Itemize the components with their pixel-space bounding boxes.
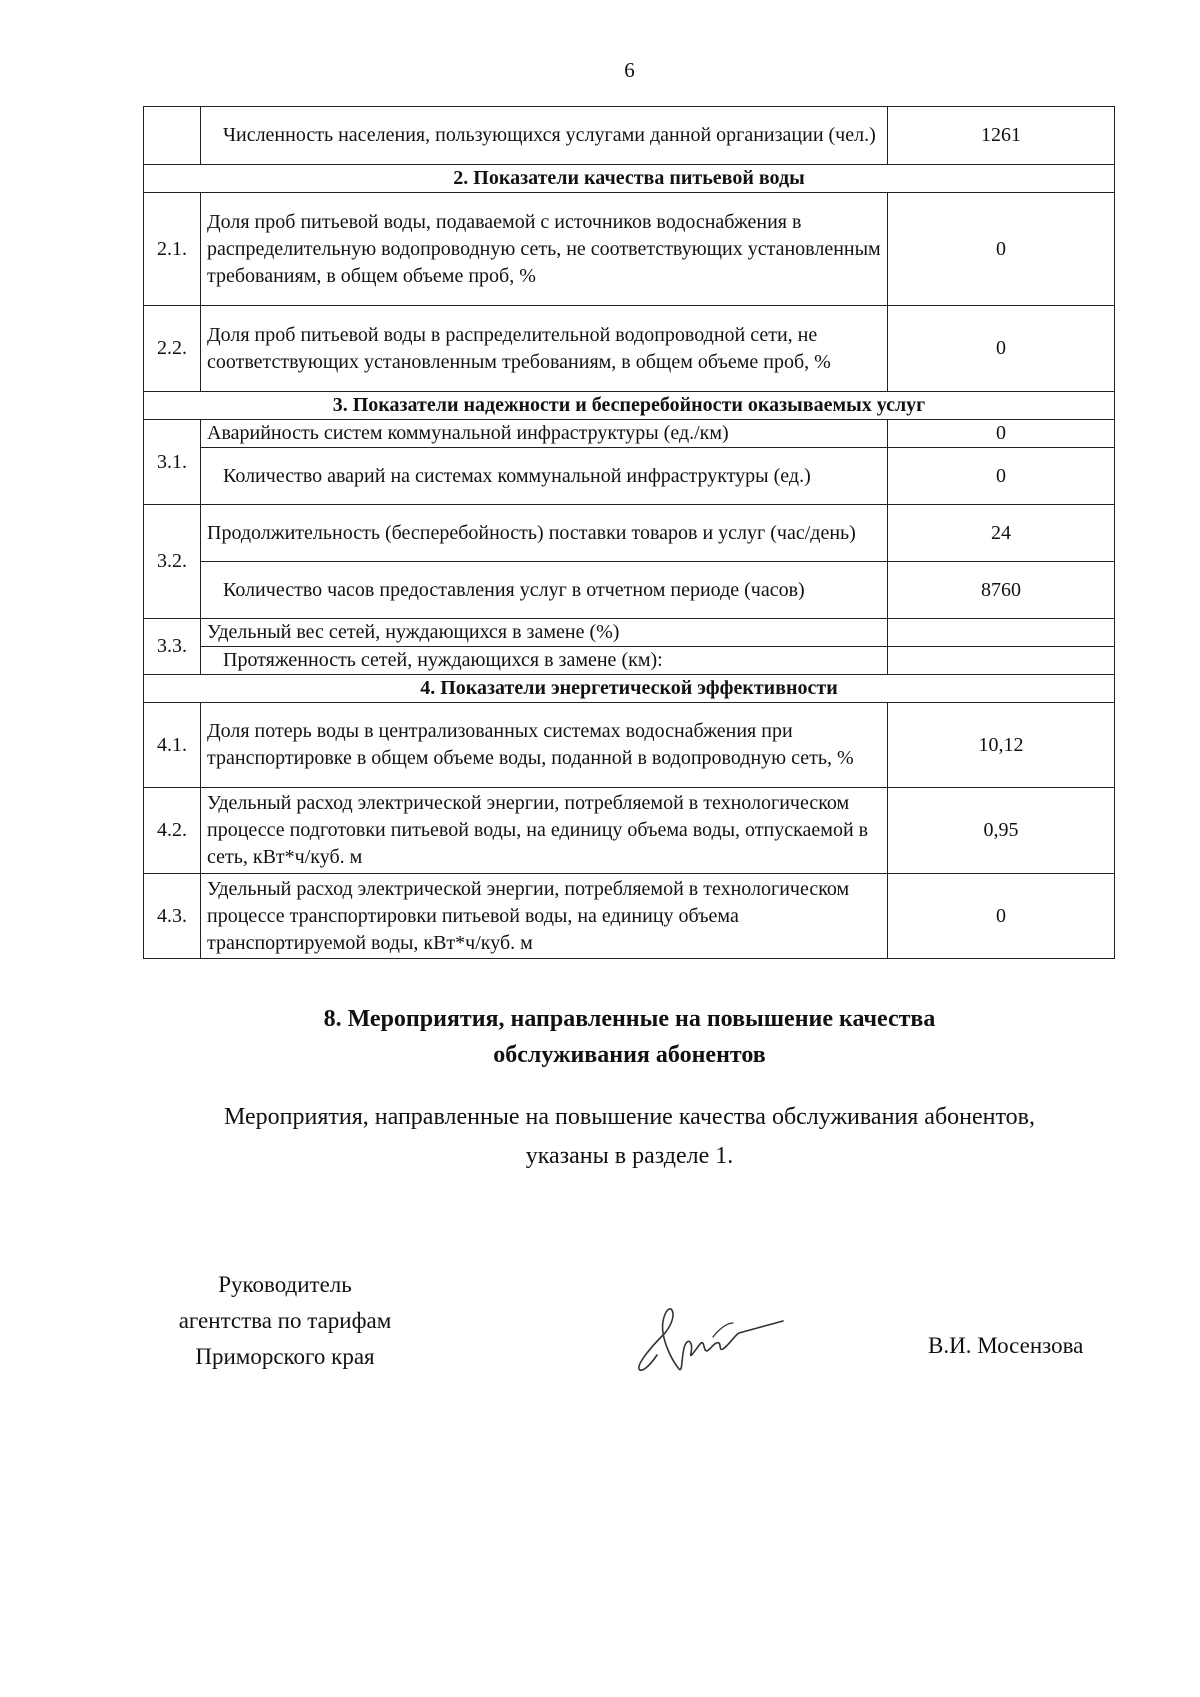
indicator-value: 8760 xyxy=(888,562,1115,619)
page-number: 6 xyxy=(624,58,635,82)
indicator-description: Удельный расход электрической энергии, потребляемой в технологическом процессе транспортировки питьевой воды, на единицу объема транспортируемой воды, кВт*ч/куб. м xyxy=(201,874,888,959)
indicators-table xyxy=(143,106,1115,959)
section-header-row xyxy=(144,675,1115,703)
table-row xyxy=(144,874,1115,959)
row-number: 3.1. xyxy=(144,420,201,505)
section-header: 4. Показатели энергетической эффективности xyxy=(144,675,1115,703)
table-row xyxy=(144,448,1115,505)
indicator-description: Удельный расход электрической энергии, потребляемой в технологическом процессе подготовки питьевой воды, на единицу объема воды, отпускаемой в сеть, кВт*ч/куб. м xyxy=(201,788,888,874)
row-number: 2.1. xyxy=(144,193,201,306)
indicator-value: 1261 xyxy=(888,107,1115,165)
indicator-description: Количество аварий на системах коммунальной инфраструктуры (ед.) xyxy=(201,448,888,505)
indicator-description: Численность населения, пользующихся услугами данной организации (чел.) xyxy=(201,107,888,165)
signer-position-line-3: Приморского края xyxy=(195,1344,375,1369)
table-row xyxy=(144,505,1115,562)
indicator-value: 0,95 xyxy=(888,788,1115,874)
section-header: 3. Показатели надежности и бесперебойности оказываемых услуг xyxy=(144,392,1115,420)
section-header-row xyxy=(144,165,1115,193)
table-row xyxy=(144,788,1115,874)
table-row xyxy=(144,619,1115,647)
indicator-value: 0 xyxy=(888,448,1115,505)
section-header: 2. Показатели качества питьевой воды xyxy=(144,165,1115,193)
row-number xyxy=(144,107,201,165)
row-number: 4.1. xyxy=(144,703,201,788)
section-header-row xyxy=(144,392,1115,420)
section-8-text xyxy=(0,1098,1200,1176)
indicator-value: 0 xyxy=(888,420,1115,448)
indicator-description: Доля потерь воды в централизованных системах водоснабжения при транспортировке в общем объеме воды, поданной в водопроводную сеть, % xyxy=(201,703,888,788)
indicator-value: 0 xyxy=(888,193,1115,306)
signer-position-line-1: Руководитель xyxy=(218,1272,352,1297)
handwritten-signature xyxy=(635,1293,785,1378)
indicator-description: Аварийность систем коммунальной инфраструктуры (ед./км) xyxy=(201,420,888,448)
indicator-description: Доля проб питьевой воды, подаваемой с источников водоснабжения в распределительную водопроводную сеть, не соответствующих установленным требованиям, в общем объеме проб, % xyxy=(201,193,888,306)
section-8-title-line-1: 8. Мероприятия, направленные на повышение качества xyxy=(323,1006,936,1032)
section-8-text-line-1: Мероприятия, направленные на повышение качества обслуживания абонентов, xyxy=(224,1104,1035,1130)
section-8-title-line-2: обслуживания абонентов xyxy=(493,1042,766,1068)
table-row xyxy=(144,306,1115,392)
signer-position-line-2: агентства по тарифам xyxy=(178,1308,392,1333)
section-8-title xyxy=(0,1001,1200,1073)
table-row xyxy=(144,647,1115,675)
indicator-value xyxy=(888,619,1115,647)
row-number: 3.2. xyxy=(144,505,201,619)
row-number: 4.3. xyxy=(144,874,201,959)
indicator-description: Количество часов предоставления услуг в отчетном периоде (часов) xyxy=(201,562,888,619)
indicator-description: Удельный вес сетей, нуждающихся в замене (%) xyxy=(201,619,888,647)
signer-position xyxy=(145,1267,425,1375)
row-number: 3.3. xyxy=(144,619,201,675)
table-row xyxy=(144,107,1115,165)
indicator-description: Протяженность сетей, нуждающихся в замене (км): xyxy=(201,647,888,675)
indicator-description: Продолжительность (бесперебойность) поставки товаров и услуг (час/день) xyxy=(201,505,888,562)
section-8-text-line-2: указаны в разделе 1. xyxy=(525,1143,734,1169)
table-row xyxy=(144,420,1115,448)
row-number: 2.2. xyxy=(144,306,201,392)
indicator-value: 24 xyxy=(888,505,1115,562)
indicator-description: Доля проб питьевой воды в распределительной водопроводной сети, не соответствующих установленным требованиям, в общем объеме проб, % xyxy=(201,306,888,392)
indicator-value: 10,12 xyxy=(888,703,1115,788)
table-row xyxy=(144,562,1115,619)
row-number: 4.2. xyxy=(144,788,201,874)
indicator-value: 0 xyxy=(888,874,1115,959)
signer-name: В.И. Мосензова xyxy=(928,1333,1084,1358)
indicator-value xyxy=(888,647,1115,675)
table-row xyxy=(144,703,1115,788)
indicator-value: 0 xyxy=(888,306,1115,392)
table-row xyxy=(144,193,1115,306)
